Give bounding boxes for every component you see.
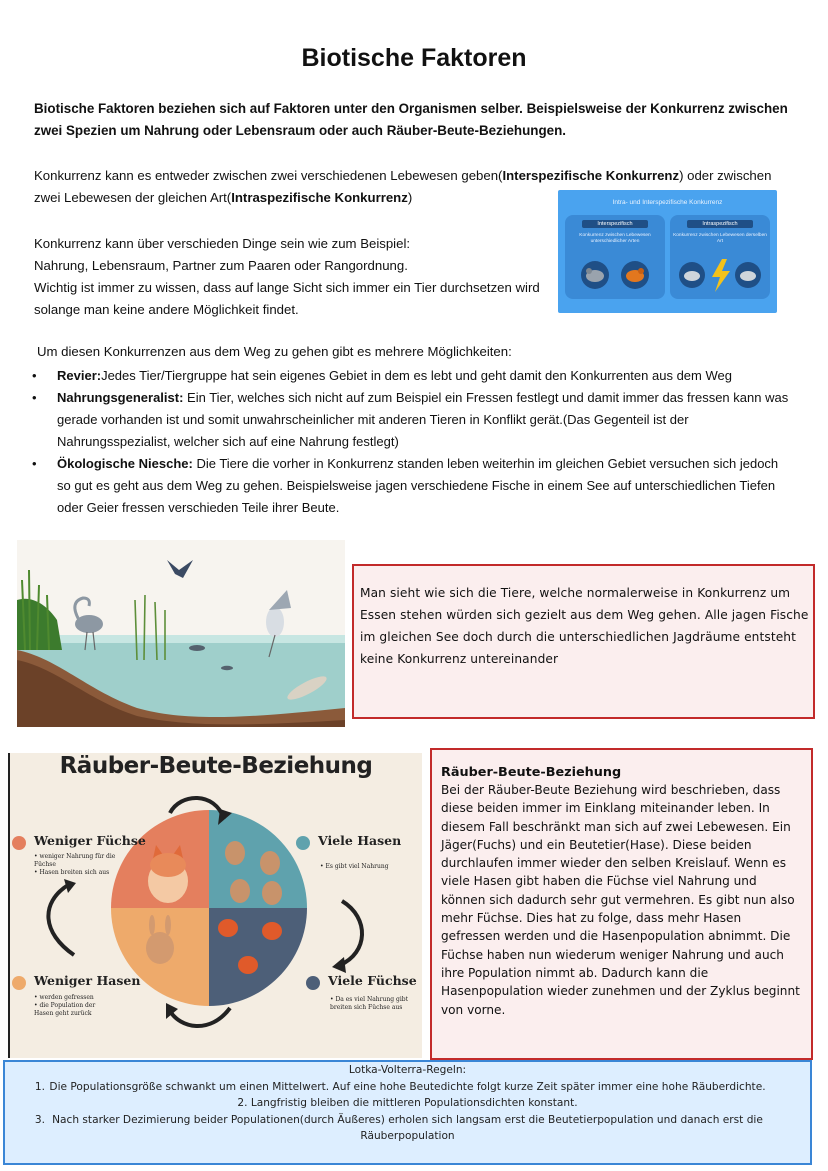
term-text: Ein Tier, welches sich nicht auf zum Beispiel ein Fressen festlegt und damit immer das fressen kann was gerade vorhanden ist und somit unwahrscheinlicher mit anderen Tieren in Konflikt gerät.(Das Gegenteil ist der Nahrungsspezialist, welcher sich auf eine Nahrung festlegt) [57,390,789,449]
label-weniger-fuechse: Weniger Füchse [34,833,146,848]
examples-line: solange man keine andere Möglichkeit findet. [34,302,299,317]
sub-viele-fuechse: • Da es viel Nahrung gibt breiten sich Füchse aus [330,996,409,1011]
lotka-volterra-box [3,1060,812,1165]
sub-line: • weniger Nahrung für die Füchse [34,853,116,868]
wolf-fox-icon [565,255,665,295]
rule-text: Langfristig bleiben die mittleren Populationsdichten konstant. [250,1097,578,1109]
card-text: Konkurrenz zwischen Lebewesen unterschiedlicher Arten [579,233,651,244]
possibilities-intro: Um diesen Konkurrenzen aus dem Weg zu gehen gibt es mehrere Möglichkeiten: [37,344,512,359]
term-text: Die Tiere die vorher in Konkurrenz standen leben weiterhin im gleichen Gebiet versuchen sich jedoch so gut es geht aus dem Weg zu gehen. Beispielsweise jagen verschiedene Fische in einem See auf unterschiedlichen Tiefen oder Geier fressen verschieden Teile ihrer Beute. [57,456,779,515]
term-text: Jedes Tier/Tiergruppe hat sein eigenes Gebiet in dem es lebt und geht damit den Konkurrenten aus dem Weg [101,368,732,383]
lotka-heading: Lotka-Volterra-Regeln: [348,1064,467,1076]
infographic-title: Intra- und Interspezifische Konkurrenz [612,199,723,206]
intraspecific-term: Intraspezifische Konkurrenz [231,190,408,205]
legend-dot-hare [296,836,310,850]
list-item [30,365,790,387]
rule-number: 1. [34,1080,45,1093]
competition-examples [34,233,554,321]
p1-text-end: ) [407,190,413,205]
p1-text-mid: ) oder zwischen zwei Lebewesen der gleichen Art( [34,168,772,205]
sub-line: • die Population der Hasen geht zurück [34,1002,96,1017]
rule-number: 3. [34,1113,45,1126]
sub-weniger-hasen [34,994,112,1018]
interspecific-card [565,215,665,299]
predator-prey-note [430,748,813,1060]
examples-line: Wichtig ist immer zu wissen, dass auf lange Sicht sich immer ein Tier durchsetzen wird [34,280,540,295]
rule-2 [5,1095,810,1112]
note-body: Bei der Räuber-Beute Beziehung wird beschrieben, dass diese beiden immer im Einklang miteinander leben. In diesem Fall beschränkt man sich auf zwei Lebewesen. Ein Jäger(Fuchs) und ein Beutetier(Hase). Diese beiden durchlaufen immer wieder den selben Kreislauf. Wenn es viele Hasen gibt haben die Füchse viel Nahrung und können sich dadurch sehr gut vermehren. Es gibt nun also mehr Füchse. Dies hat zu folge, dass mehr Hasen gefressen werden und die Hasenpopulation abnimmt. Die Füchse haben nun wiederum weniger Nahrung und auch ihre Population nimmt ab. Dadurch kann die Hasenpopulation wieder zunehmen und der Zyklus beginnt von vorne. [441,783,800,1017]
interspecific-term: Interspezifische Konkurrenz [502,168,680,183]
lake-note-text: Man sieht wie sich die Tiere, welche normalerweise in Konkurrenz um Essen stehen würden sich gezielt aus dem Weg gehen. Alle jagen Fische im gleichen See doch durch die unterschiedlichen Jagdräume entsteht keine Konkurrenz untereinander [360,586,809,666]
list-item [30,387,790,453]
card-header: Intraspezifisch [687,220,753,228]
sub-weniger-fuechse [34,853,124,877]
rule-number: 2. [237,1097,248,1109]
rule-text: Nach starker Dezimierung beider Populationen(durch Äußeres) erholen sich langsam erst die Beutetierpopulation und danach erst die Räuberpopulation [52,1113,763,1142]
sub-line: • Hasen breiten sich aus [34,869,110,876]
term: Revier: [57,368,102,383]
bullet-icon: • [32,390,37,405]
intraspecific-card [670,215,770,299]
avoidance-list [30,365,790,519]
examples-line: Konkurrenz kann über verschieden Dinge sein wie zum Beispiel: [34,236,411,251]
bullet-icon: • [32,456,37,471]
label-viele-hasen: Viele Hasen [318,833,402,848]
card-header: Interspezifisch [582,220,648,228]
rule-3 [5,1112,810,1145]
legend-dot-low-hare [12,976,26,990]
predator-prey-graphic [8,753,422,1058]
competition-infographic [558,190,777,313]
lake-illustration [17,540,345,727]
term: Nahrungsgeneralist: [57,390,184,405]
rule-1 [5,1079,810,1096]
intro-paragraph: Biotische Faktoren beziehen sich auf Faktoren unter den Organismen selber. Beispielsweise der Konkurrenz zwischen zwei Spezien um Nahrung oder Lebensraum oder auch Räuber-Beute-Beziehungen. [34,101,788,138]
legend-dot-many-fox [306,976,320,990]
sub-line: • werden gefressen [34,994,94,1001]
graphic-title: Räuber-Beute-Beziehung [59,753,373,779]
p1-text: Konkurrenz kann es entweder zwischen zwei verschiedenen Lebewesen geben( [34,168,503,183]
legend-dot-fox [12,836,26,850]
page-title: Biotische Faktoren [301,44,527,72]
sub-viele-hasen: • Es gibt viel Nahrung [320,863,389,870]
card-text: Konkurrenz zwischen Lebewesen derselben Art [673,233,767,244]
lake-note [352,564,815,719]
note-heading: Räuber-Beute-Beziehung [441,765,622,780]
bullet-icon: • [32,368,37,383]
examples-line: Nahrung, Lebensraum, Partner zum Paaren oder Rangordnung. [34,258,408,273]
label-weniger-hasen: Weniger Hasen [34,973,141,988]
term: Ökologische Niesche: [57,456,193,471]
rule-text: Die Populationsgröße schwankt um einen Mittelwert. Auf eine hohe Beutedichte folgt kurze Zeit später immer eine hohe Räuberdichte. [49,1080,766,1093]
list-item [30,453,790,519]
label-viele-fuechse: Viele Füchse [328,973,417,988]
wolves-lightning-icon [670,255,770,295]
